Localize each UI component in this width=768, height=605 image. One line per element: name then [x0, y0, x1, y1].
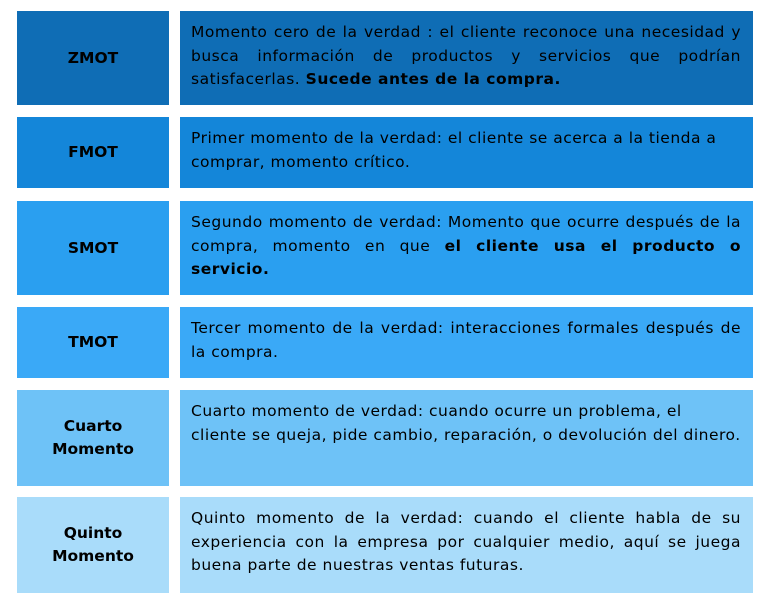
- moment-description-emphasis: el cliente usa el producto o servicio.: [191, 236, 741, 278]
- moment-description-smot: [180, 201, 753, 295]
- moment-label-quinto: [17, 497, 169, 593]
- moment-description-cuarto: [180, 390, 753, 486]
- moment-description-fmot: [180, 117, 753, 188]
- moment-description-quinto: [180, 497, 753, 593]
- moment-description-tmot: [180, 307, 753, 378]
- moment-description-text: Tercer momento de la verdad: interacciones formales después de la compra.: [191, 319, 741, 361]
- moment-label-text: [52, 415, 134, 461]
- moment-row-quinto: [0, 497, 768, 593]
- moment-label-line-2: Momento: [52, 547, 134, 565]
- moment-label-text: FMOT: [68, 143, 118, 161]
- moment-description-text: Quinto momento de la verdad: cuando el cliente habla de su experiencia con la empresa por cualquier medio, aquí se juega buena parte de nuestras ventas futuras.: [191, 509, 741, 574]
- moment-description-text: Segundo momento de verdad: Momento que ocurre después de la compra, momento en que: [191, 213, 741, 255]
- moment-label-text: [52, 522, 134, 568]
- moment-label-smot: [17, 201, 169, 295]
- moment-label-line-1: Cuarto: [63, 417, 123, 435]
- moment-label-text: ZMOT: [67, 48, 119, 67]
- moment-label-fmot: [17, 117, 169, 188]
- moment-label-tmot: [17, 307, 169, 378]
- moment-description-text: Primer momento de la verdad: el cliente se acerca a la tienda a comprar, momento crítico.: [191, 129, 717, 171]
- moment-description-zmot: [180, 11, 753, 105]
- moment-row-tmot: [0, 307, 768, 378]
- moment-description-text: Cuarto momento de verdad: cuando ocurre un problema, el cliente se queja, pide cambio, reparación, o devolución del dinero.: [191, 402, 741, 444]
- moment-description-emphasis: Sucede antes de la compra.: [305, 70, 561, 88]
- moment-label-text: TMOT: [68, 333, 118, 351]
- moment-label-line-2: Momento: [52, 440, 134, 458]
- moment-row-fmot: [0, 117, 768, 188]
- moment-label-cuarto: [17, 390, 169, 486]
- moment-row-smot: [0, 201, 768, 295]
- moment-label-line-1: Quinto: [63, 524, 123, 542]
- moment-row-zmot: [0, 11, 768, 105]
- moment-label-text: SMOT: [67, 238, 119, 257]
- moment-row-cuarto: [0, 390, 768, 486]
- moment-label-zmot: [17, 11, 169, 105]
- moment-description-text: Momento cero de la verdad : el cliente reconoce una necesidad y busca información de productos y servicios que podrían satisfacerlas.: [191, 23, 741, 88]
